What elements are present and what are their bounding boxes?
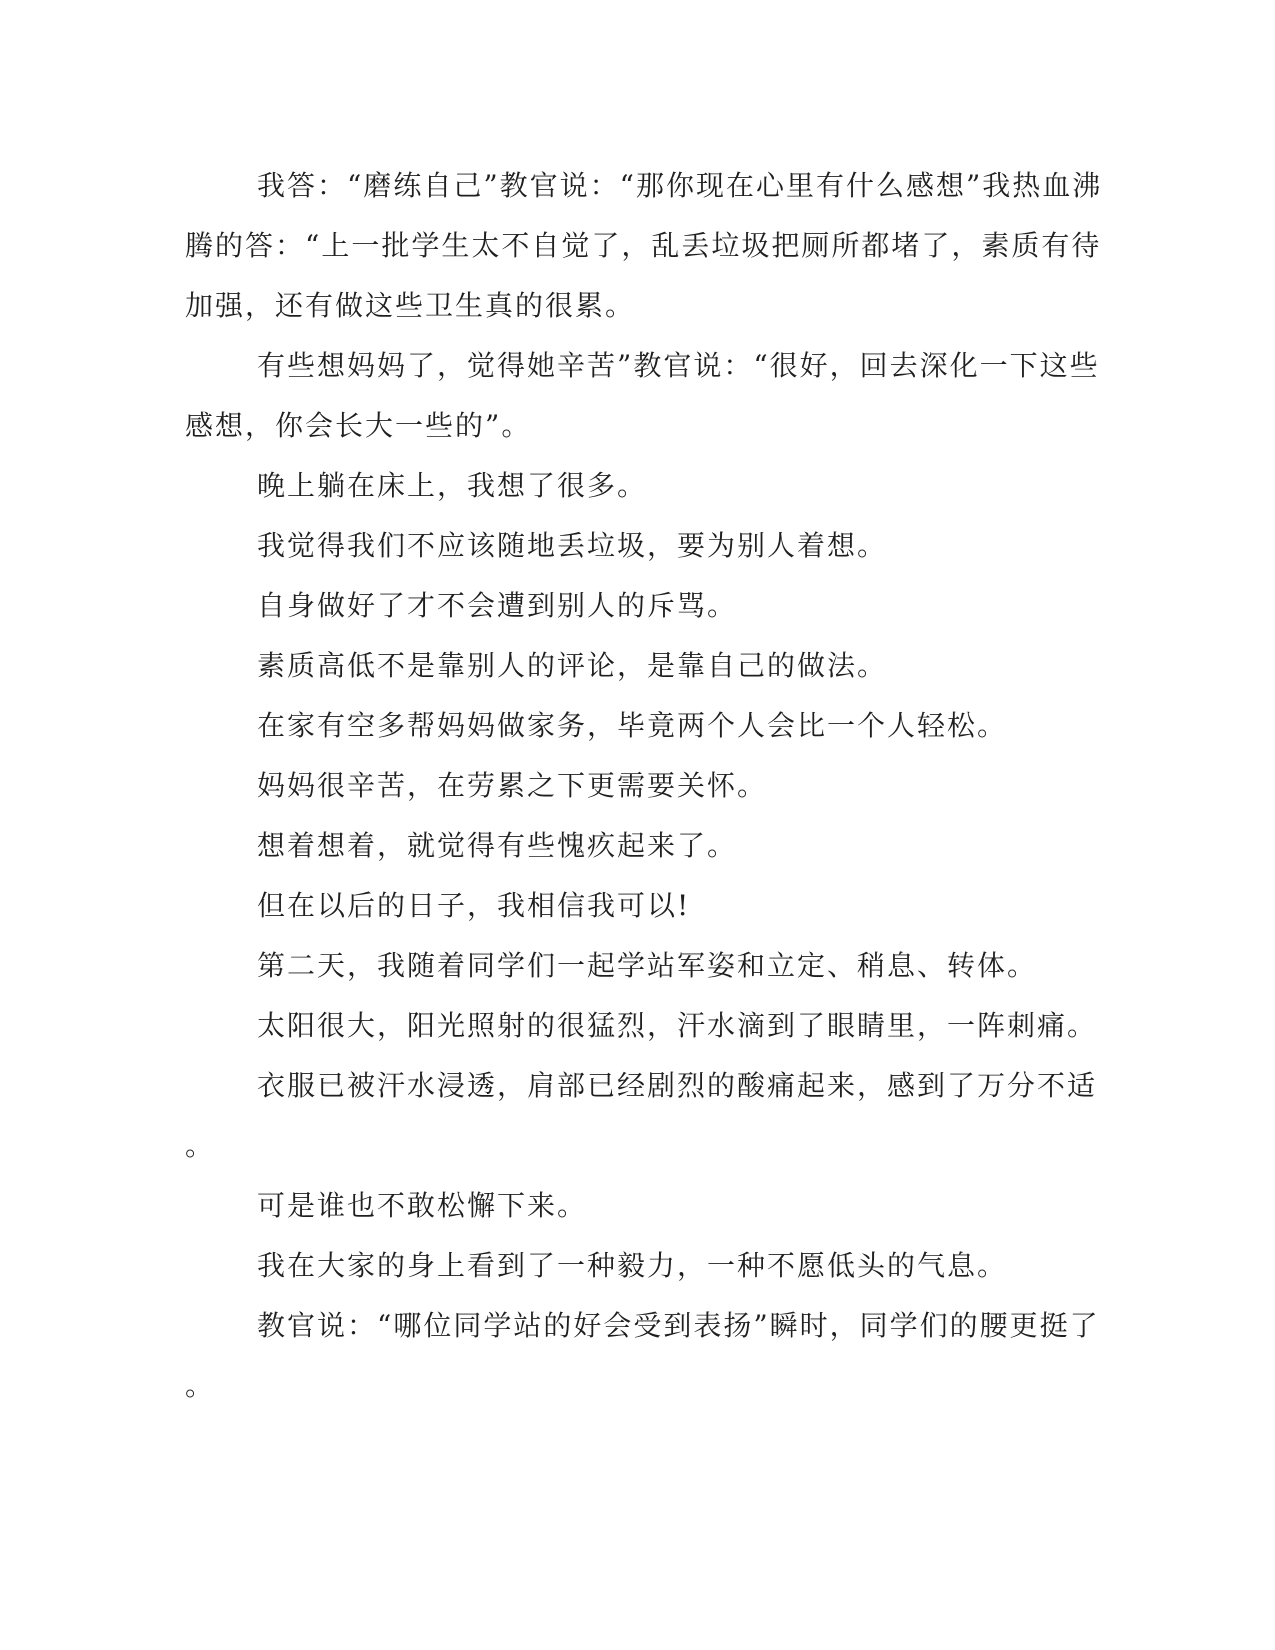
text-line: 妈妈很辛苦，在劳累之下更需要关怀。 (257, 769, 768, 802)
text-line: 我觉得我们不应该随地丢垃圾，要为别人着想。 (257, 529, 888, 562)
text-line: 。 (185, 1129, 216, 1162)
text-line: 太阳很大，阳光照射的很猛烈，汗水滴到了眼睛里，一阵刺痛。 (257, 1009, 1098, 1042)
text-line: 自身做好了才不会遭到别人的斥骂。 (257, 589, 738, 622)
text-line: 我在大家的身上看到了一种毅力，一种不愿低头的气息。 (257, 1249, 1008, 1282)
text-line: 但在以后的日子，我相信我可以! (257, 889, 691, 922)
text-line: 素质高低不是靠别人的评论，是靠自己的做法。 (257, 649, 888, 682)
text-line: 我答：“磨练自己”教官说：“那你现在心里有什么感想”我热血沸 (257, 169, 1103, 202)
text-line: 有些想妈妈了，觉得她辛苦”教官说：“很好，回去深化一下这些 (257, 349, 1100, 382)
text-line: 感想，你会长大一些的”。 (185, 409, 532, 442)
text-line: 想着想着，就觉得有些愧疚起来了。 (257, 829, 738, 862)
text-line: 第二天，我随着同学们一起学站军姿和立定、稍息、转体。 (257, 949, 1038, 982)
text-line: 。 (185, 1369, 216, 1402)
text-line: 在家有空多帮妈妈做家务，毕竟两个人会比一个人轻松。 (257, 709, 1008, 742)
text-line: 教官说：“哪位同学站的好会受到表扬”瞬时，同学们的腰更挺了 (257, 1309, 1100, 1342)
text-line: 衣服已被汗水浸透，肩部已经剧烈的酸痛起来，感到了万分不适 (257, 1069, 1098, 1102)
text-line: 可是谁也不敢松懈下来。 (257, 1189, 588, 1222)
text-line: 腾的答：“上一批学生太不自觉了，乱丢垃圾把厕所都堵了，素质有待 (185, 229, 1102, 262)
text-line: 加强，还有做这些卫生真的很累。 (185, 289, 636, 322)
text-line: 晚上躺在床上，我想了很多。 (257, 469, 648, 502)
